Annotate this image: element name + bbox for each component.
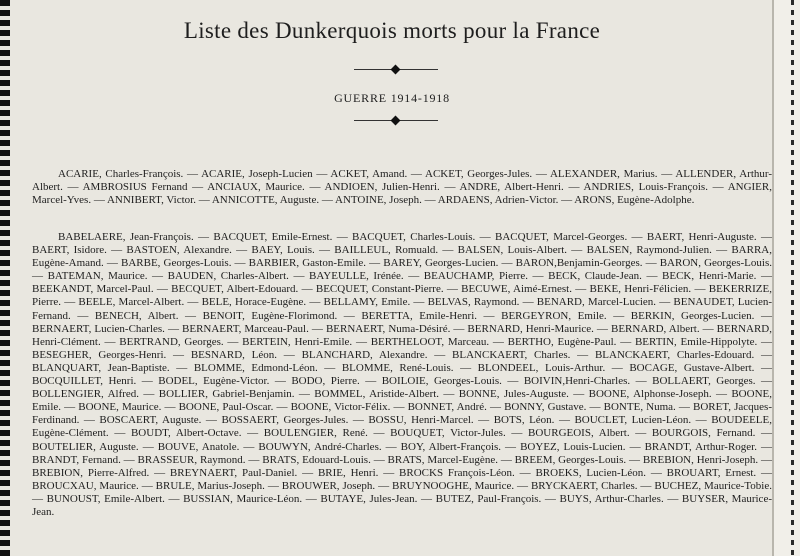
page-edge-right (772, 0, 800, 556)
page-subtitle: GUERRE 1914-1918 (334, 91, 450, 105)
binding-strip-right (791, 0, 794, 556)
ornament-diamond-icon (391, 116, 401, 126)
names-paragraph-b: BABELAERE, Jean-François. — BACQUET, Emile-Ernest. — BACQUET, Charles-Louis. — BACQUET, Marcel-Georges. — BAERT, Henri-Auguste. — BAERT, Isidore. — BASTOEN, Alexandre. — BAEY, Louis. — BAILLEUL, Romuald. — BALSEN, Louis-Albert. — BALSEN, Raymond-Julien. — BARRA, Eugène-Amand. — BARBE, Georges-Louis. — BARBIER, Gaston-Emile. — BAREY, Georges-Lucien. — BARON,Benjamin-Georges. — BARON, Georges-Louis. — BATEMAN, Maurice. — BAUDEN, Charles-Albert. — BAYEULLE, Irénée. — BEAUCHAMP, Pierre. — BECK, Claude-Jean. — BECK, Henri-Marie. — BEEKANDT, Marcel-Paul. — BECQUET, Albert-Edouard. — BECQUET, Constant-Pierre. — BECUWE, Aimé-Ernest. — BEKE, Henri-Félicien. — BEKERRIZE, Pierre. — BEELE, Marcel-Albert. — BELE, Horace-Eugène. — BELLAMY, Emile. — BELVAS, Raymond. — BENARD, Marcel-Lucien. — BENAUDET, Lucien-Fernand. — BENECH, Albert. — BENOIT, Eugène-Florimond. — BERETTA, Emile-Henri. — BERGEYRON, Emile. — BERKIN, Georges-Lucien. — BERNAERT, Lucien-Charles. — BERNAERT, Marceau-Paul. — BERNAERT, Numa-Désiré. — BERNARD, Henri-Maurice. — BERNARD, Albert. — BERNARD, Henri-Clément. — BERTRAND, Georges. — BERTEIN, Henri-Emile. — BERTHELOOT, Marceau. — BERTHO, Eugène-Paul. — BERTIN, Emile-Hippolyte. — BESEGHER, Georges-Henri. — BESNARD, Léon. — BLANCHARD, Alexandre. — BLANCKAERT, Charles. — BLANCKAERT, Charles-Edouard. — BLANQUART, Jean-Baptiste. — BLOMME, Edmond-Léon. — BLOMME, René-Louis. — BLONDEEL, Louis-Arthur. — BOCAGE, Gustave-Albert. — BOCQUILLET, Henri. — BODEL, Eugène-Victor. — BODO, Pierre. — BOILOIE, Georges-Louis. — BOIVIN,Henri-Charles. — BOLLAERT, Georges. — BOLLENGIER, Alfred. — BOLLIER, Gabriel-Benjamin. — BOMMEL, Aristide-Albert. — BONNE, Jules-Auguste. — BOONE, Alphonse-Joseph. — BOONE, Emile. — BOONE, Maurice. — BOONE, Paul-Oscar. — BOONE, Victor-Félix. — BONNET, André. — BONNY, Gustave. — BONTE, Numa. — BORET, Jacques-Ferdinand. — BOSCAERT, Auguste. — BOSSAERT, Georges-Jules. — BOSSU, Henri-Marcel. — BOTS, Léon. — BOUCLET, Lucien-Léon. — BOUDEELE, Eugène-Clément. — BOUDT, Albert-Octave. — BOULENGIER, René. — BOUQUET, Victor-Jules. — BOURGEOIS, Albert. — BOURGOIS, Fernand. — BOUTELIER, Auguste. — BOUVE, Anatole. — BOUWYN, André-Charles. — BOY, Albert-François. — BOYEZ, Louis-Lucien. — BRANDT, Arthur-Roger. — BRANDT, Fernand. — BRASSEUR, Raymond. — BRATS, Edouard-Louis. — BRATS, Marcel-Eugène. — BREEM, Georges-Louis. — BREBION, Henri-Joseph. — BREBION, Pierre-Alfred. — BREYNAERT, Paul-Daniel. — BRIE, Henri. — BROCKS François-Léon. — BROEKS, Lucien-Léon. — BROUART, Ernest. — BROUCXAU, Maurice. — BRULE, Marius-Joseph. — BROUWER, Joseph. — BRUYNOOGHE, Maurice. — BRYCKAERT, Charles. — BUCHEZ, Maurice-Tobie. — BUNOUST, Emile-Albert. — BUSSIAN, Maurice-Léon. — BUTAYE, Jules-Jean. — BUTEZ, Paul-François. — BUYS, Arthur-Charles. — BUYSER, Maurice-Jean. (32, 231, 772, 518)
ornament-divider-bottom (354, 117, 438, 125)
binding-edge (0, 0, 10, 556)
ornament-divider-top (354, 66, 438, 74)
document-page (14, 0, 770, 556)
ornament-diamond-icon (391, 65, 401, 75)
page-title: Liste des Dunkerquois morts pour la France (183, 18, 601, 43)
names-paragraph-a: ACARIE, Charles-François. — ACARIE, Joseph-Lucien — ACKET, Amand. — ACKET, Georges-Jules. — ALEXANDER, Marius. — ALLENDER, Arthur-Albert. — AMBROSIUS Fernand — ANCIAUX, Maurice. — ANDIOEN, Julien-Henri. — ANDRE, Albert-Henri. — ANDRIES, Louis-François. — ANGIER, Marcel-Yves. — ANNIBERT, Victor. — ANNICOTTE, Auguste. — ANTOINE, Joseph. — ARDAENS, Adrien-Victor. — ARONS, Eugène-Adolphe. (32, 168, 772, 207)
